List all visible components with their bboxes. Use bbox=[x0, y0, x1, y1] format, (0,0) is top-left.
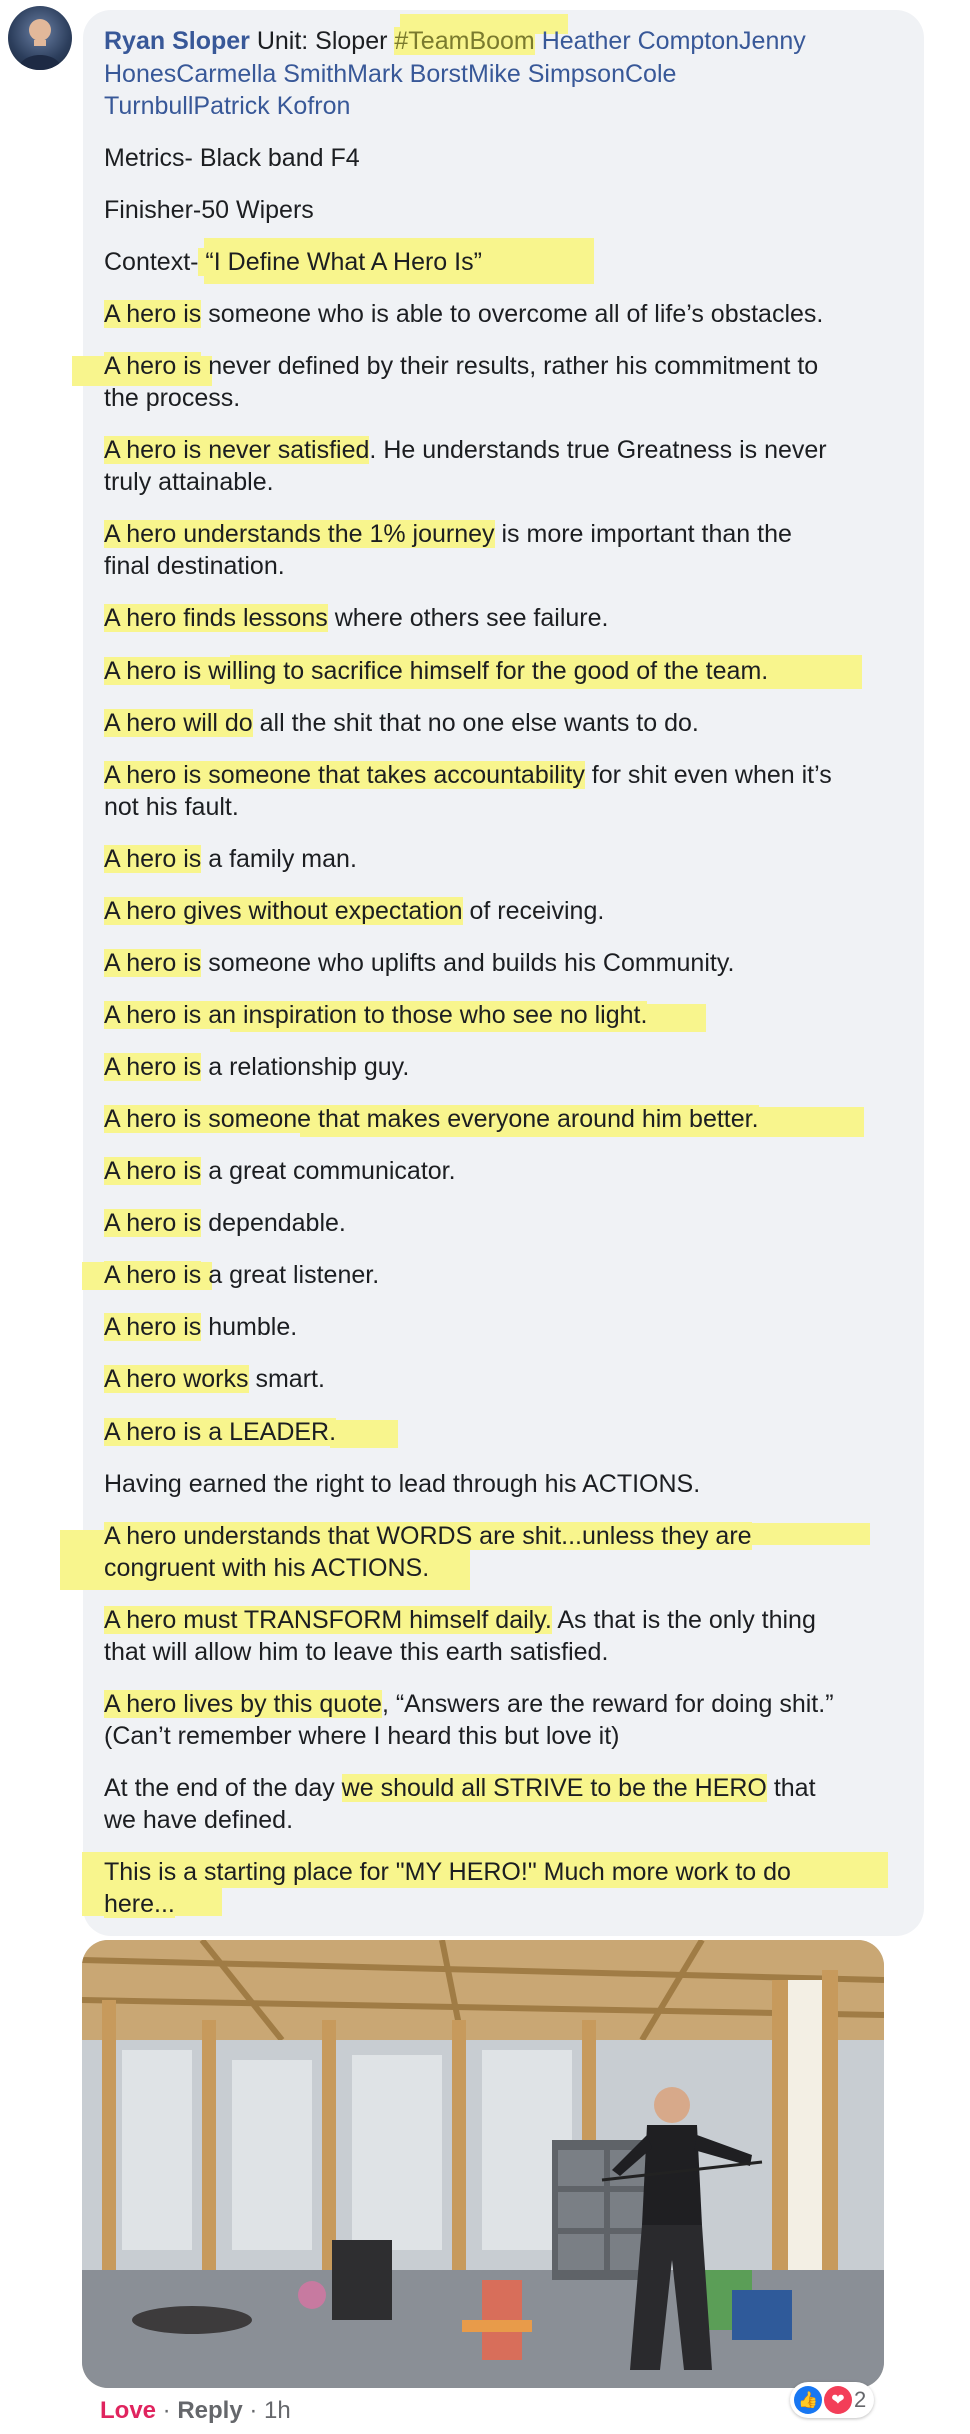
hero-highlight: A hero is a LEADER. bbox=[104, 1418, 337, 1446]
context-text bbox=[104, 246, 914, 278]
finisher-text: Finisher-50 Wipers bbox=[104, 196, 314, 224]
context-title: “I Define What A Hero Is” bbox=[198, 248, 482, 276]
tag-jenny-hones-cont[interactable]: Hones bbox=[104, 60, 177, 88]
timestamp[interactable]: 1h bbox=[264, 2397, 291, 2424]
hero-highlight: A hero is bbox=[104, 845, 202, 873]
hero-line-1 bbox=[104, 298, 914, 330]
hero-highlight: A hero is bbox=[104, 1313, 202, 1341]
reactions-summary[interactable] bbox=[790, 2382, 874, 2418]
hero-text: that bbox=[766, 1774, 816, 1802]
hero-highlight: congruent with his ACTIONS. bbox=[104, 1554, 430, 1582]
hero-highlight: A hero will do bbox=[104, 709, 253, 737]
hero-line-14 bbox=[104, 1103, 914, 1135]
hero-highlight: we should all STRIVE to be the HERO bbox=[341, 1774, 767, 1802]
hero-line-25-cont: we have defined. bbox=[104, 1806, 294, 1834]
hero-text: a great listener. bbox=[201, 1261, 380, 1289]
love-button[interactable]: Love bbox=[100, 2397, 157, 2424]
hero-text: where others see failure. bbox=[327, 604, 609, 632]
hero-line-6 bbox=[104, 655, 914, 687]
hero-line-15 bbox=[104, 1155, 914, 1187]
hero-line-8-cont: not his fault. bbox=[104, 793, 239, 821]
hero-highlight: A hero gives without expectation bbox=[104, 897, 463, 925]
hero-line-8 bbox=[104, 759, 914, 791]
hero-highlight: A hero works bbox=[104, 1365, 249, 1393]
hero-text: humble. bbox=[201, 1313, 298, 1341]
tag-carmella-smith[interactable]: Carmella Smith bbox=[176, 60, 348, 88]
like-icon: 👍 bbox=[794, 2386, 822, 2414]
hero-line-2 bbox=[104, 350, 914, 382]
hero-highlight: A hero must TRANSFORM himself daily. bbox=[104, 1606, 552, 1634]
hero-text: is more important than the bbox=[494, 520, 792, 548]
hero-line-5 bbox=[104, 602, 914, 634]
reply-button[interactable]: Reply bbox=[177, 2397, 243, 2424]
hero-line-24-cont: (Can’t remember where I heard this but love it) bbox=[104, 1722, 620, 1750]
hero-highlight: A hero is bbox=[104, 1209, 202, 1237]
love-icon: ❤ bbox=[824, 2386, 852, 2414]
context-prefix: Context- bbox=[104, 248, 199, 276]
hero-text: , “Answers are the reward for doing shit.” bbox=[381, 1690, 834, 1718]
hero-line-7 bbox=[104, 707, 914, 739]
hero-highlight: A hero is bbox=[104, 1261, 202, 1289]
hero-text: At the end of the day bbox=[104, 1774, 342, 1802]
hero-line-11 bbox=[104, 947, 914, 979]
tag-patrick-kofron[interactable]: Patrick Kofron bbox=[193, 92, 351, 120]
hero-text: all the shit that no one else wants to do. bbox=[252, 709, 699, 737]
hero-text: . He understands true Greatness is never bbox=[369, 436, 827, 464]
author-avatar[interactable] bbox=[8, 6, 72, 70]
hashtag-link[interactable]: #TeamBoom bbox=[394, 27, 535, 55]
hero-line-25 bbox=[104, 1772, 914, 1804]
hero-line-23 bbox=[104, 1604, 914, 1636]
attached-photo[interactable] bbox=[82, 1940, 884, 2388]
hero-line-13 bbox=[104, 1051, 914, 1083]
hero-line-17 bbox=[104, 1259, 914, 1291]
hero-highlight: A hero is bbox=[104, 300, 202, 328]
comment-tags-line bbox=[104, 58, 914, 90]
hero-line-9 bbox=[104, 843, 914, 875]
hero-text: someone who is able to overcome all of life’s obstacles. bbox=[201, 300, 824, 328]
hero-line-12 bbox=[104, 999, 914, 1031]
hero-line-22 bbox=[104, 1520, 914, 1552]
hero-highlight: This is a starting place for "MY HERO!" Much more work to do bbox=[104, 1858, 791, 1886]
separator: · bbox=[156, 2397, 178, 2424]
hero-line-18 bbox=[104, 1311, 914, 1343]
hero-text: for shit even when it’s bbox=[584, 761, 832, 789]
hero-line-22-cont bbox=[104, 1552, 914, 1584]
hero-text: someone who uplifts and builds his Community. bbox=[201, 949, 735, 977]
hero-highlight: A hero is bbox=[104, 1157, 202, 1185]
comment-tags-line bbox=[104, 90, 914, 122]
hero-highlight: here... bbox=[104, 1890, 175, 1918]
unit-text: Unit: Sloper bbox=[256, 27, 388, 55]
hero-text: smart. bbox=[248, 1365, 325, 1393]
hero-line-19 bbox=[104, 1363, 914, 1395]
hero-highlight: A hero understands that WORDS are shit...unless they are bbox=[104, 1522, 752, 1550]
comment-header bbox=[104, 25, 914, 57]
hero-text: dependable. bbox=[201, 1209, 346, 1237]
hero-text: of receiving. bbox=[462, 897, 605, 925]
author-name[interactable]: Ryan Sloper bbox=[104, 27, 250, 55]
reaction-count: 2 bbox=[854, 2387, 867, 2412]
hero-text: never defined by their results, rather his commitment to bbox=[201, 352, 819, 380]
hero-highlight: A hero is never satisfied bbox=[104, 436, 370, 464]
comment-actions bbox=[100, 2396, 291, 2426]
tag-cole-turnbull-rest[interactable]: Turnbull bbox=[104, 92, 194, 120]
tag-mike-simpson[interactable]: Mike Simpson bbox=[468, 60, 625, 88]
hero-line-20 bbox=[104, 1416, 914, 1448]
hero-line-24 bbox=[104, 1688, 914, 1720]
tag-mark-borst[interactable]: Mark Borst bbox=[347, 60, 468, 88]
hero-text: a relationship guy. bbox=[201, 1053, 410, 1081]
hero-highlight: A hero lives by this quote bbox=[104, 1690, 382, 1718]
tag-heather-compton[interactable]: Heather Compton bbox=[541, 27, 740, 55]
hero-text: As that is the only thing bbox=[551, 1606, 816, 1634]
hero-line-16 bbox=[104, 1207, 914, 1239]
hero-highlight: A hero is bbox=[104, 352, 202, 380]
hero-highlight: A hero is bbox=[104, 1053, 202, 1081]
hero-line-26-cont bbox=[104, 1888, 914, 1920]
hero-line-21: Having earned the right to lead through his ACTIONS. bbox=[104, 1470, 701, 1498]
hero-highlight: A hero is an inspiration to those who see no light. bbox=[104, 1001, 648, 1029]
hero-line-2-cont: the process. bbox=[104, 384, 241, 412]
hero-highlight: A hero is bbox=[104, 949, 202, 977]
hero-highlight: A hero is someone that makes everyone around him better. bbox=[104, 1105, 759, 1133]
tag-jenny-hones[interactable]: Jenny bbox=[739, 27, 806, 55]
metrics-text: Metrics- Black band F4 bbox=[104, 144, 360, 172]
hero-line-23-cont: that will allow him to leave this earth satisfied. bbox=[104, 1638, 609, 1666]
hero-line-4-cont: final destination. bbox=[104, 552, 285, 580]
hero-line-10 bbox=[104, 895, 914, 927]
hero-text: a family man. bbox=[201, 845, 357, 873]
tag-cole-turnbull-part[interactable]: Cole bbox=[625, 60, 677, 88]
hero-highlight: A hero understands the 1% journey bbox=[104, 520, 495, 548]
hero-line-3-cont: truly attainable. bbox=[104, 468, 274, 496]
hero-text: a great communicator. bbox=[201, 1157, 456, 1185]
hero-highlight: A hero is willing to sacrifice himself for the good of the team. bbox=[104, 657, 769, 685]
hero-line-4 bbox=[104, 518, 914, 550]
hero-line-3 bbox=[104, 434, 914, 466]
hero-line-26 bbox=[104, 1856, 914, 1888]
hero-highlight: A hero finds lessons bbox=[104, 604, 328, 632]
separator: · bbox=[242, 2397, 265, 2424]
hero-highlight: A hero is someone that takes accountability bbox=[104, 761, 585, 789]
